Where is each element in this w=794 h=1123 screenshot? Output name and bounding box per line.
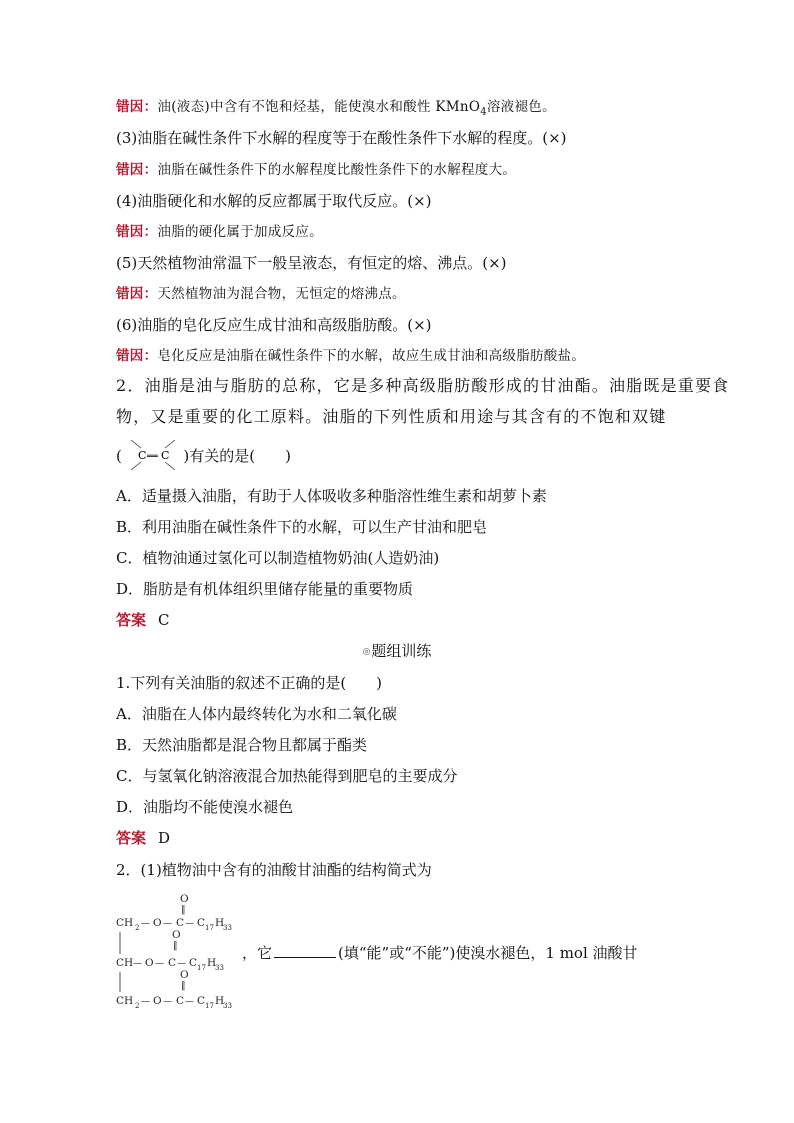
bond-dash: — — [163, 997, 172, 1007]
chain-hydrogen-1: H — [215, 917, 225, 929]
error-line-3 — [116, 160, 516, 180]
t1-answer — [116, 828, 170, 848]
ch2-subscript-2: 2 — [135, 1002, 140, 1010]
carbonyl-carbon-2: C — [168, 957, 177, 969]
chain-carbon-2: C — [189, 957, 198, 969]
question-2-line-1: 2．油脂是油与脂肪的总称，它是多种高级脂肪酸形成的甘油酯。油脂既是重要食 — [116, 376, 730, 395]
error-line-1 — [116, 97, 556, 123]
t2-fill-line — [242, 943, 638, 963]
t1-option-d: D．油脂均不能使溴水褪色 — [116, 798, 294, 816]
answer-label: 答案 — [116, 829, 147, 847]
bond-dash: — — [141, 997, 150, 1007]
chain-sub-17: 17 — [197, 964, 206, 972]
t1-answer-value: D — [158, 829, 171, 847]
t1-option-b: B．天然油脂都是混合物且都属于酯类 — [116, 736, 368, 754]
question-2-line-3-rest: )有关的是( ) — [183, 447, 291, 465]
double-bond-3: ‖ — [181, 981, 186, 991]
triolein-structure — [114, 888, 254, 1013]
chain-hydrogen-2: H — [207, 957, 217, 969]
error-text-4: 油脂的硬化属于加成反应。 — [157, 224, 324, 240]
carbonyl-carbon-3: C — [176, 995, 185, 1007]
error-label: 错因： — [116, 224, 158, 240]
error-text-1-end: 溶液褪色。 — [486, 99, 556, 115]
bond-dash: — — [163, 919, 172, 929]
bond-dash: — — [133, 959, 142, 969]
carbonyl-oxygen-3: O — [180, 969, 189, 981]
error-line-5 — [116, 284, 406, 304]
ester-oxygen-1: O — [153, 917, 162, 929]
error-label: 错因： — [116, 348, 158, 364]
ch2-group-2: CH — [116, 995, 134, 1007]
statement-6: (6)油脂的皂化反应生成甘油和高级脂肪酸。(×) — [116, 316, 432, 334]
chain-carbon-3: C — [197, 995, 206, 1007]
error-line-4 — [116, 222, 323, 242]
chain-sub-33: 33 — [223, 1002, 232, 1010]
error-label: 错因： — [116, 99, 158, 115]
double-bond-2: ‖ — [173, 941, 178, 951]
section-mark-icon: ◎ — [362, 647, 371, 657]
bond-dash: — — [141, 919, 150, 929]
chain-sub-17: 17 — [205, 1002, 214, 1010]
error-text-5: 天然植物油为混合物，无恒定的熔沸点。 — [157, 286, 406, 302]
statement-3: (3)油脂在碱性条件下水解的程度等于在酸性条件下水解的程度。(×) — [116, 129, 567, 147]
t1-option-a: A．油脂在人体内最终转化为水和二氧化碳 — [116, 705, 397, 723]
subscript: 4 — [480, 106, 487, 118]
chain-sub-17: 17 — [205, 924, 214, 932]
error-label: 错因： — [116, 286, 158, 302]
error-text-6: 皂化反应是油脂在碱性条件下的水解，故应生成甘油和高级脂肪酸盐。 — [157, 348, 586, 364]
ch2-subscript-1: 2 — [135, 924, 140, 932]
carbonyl-oxygen-2: O — [172, 929, 181, 941]
ch2-group-1: CH — [116, 917, 134, 929]
t2-fill-hint: (填“能”或“不能”)使溴水褪色，1 mol 油酸甘 — [338, 944, 638, 962]
bond-dash: — — [177, 959, 186, 969]
q2-option-c: C．植物油通过氢化可以制造植物奶油(人造奶油) — [116, 549, 440, 567]
t2-stem: 2．(1)植物油中含有的油酸甘油酯的结构简式为 — [116, 861, 432, 879]
chain-hydrogen-3: H — [215, 995, 225, 1007]
ester-oxygen-3: O — [153, 995, 162, 1007]
q2-option-b: B．利用油脂在碱性条件下的水解，可以生产甘油和肥皂 — [116, 518, 488, 536]
bond-dash: — — [185, 997, 194, 1007]
chain-sub-33: 33 — [223, 924, 232, 932]
bond-carbon-2: C — [160, 449, 170, 462]
ch-group: CH — [116, 957, 134, 969]
q2-option-d: D．脂肪是有机体组织里储存能量的重要物质 — [116, 580, 414, 598]
carbonyl-oxygen-1: O — [180, 893, 189, 905]
paren-open: ( — [116, 447, 122, 465]
error-text-3: 油脂在碱性条件下的水解程度比酸性条件下的水解程度大。 — [157, 162, 517, 178]
carbonyl-carbon-1: C — [176, 917, 185, 929]
double-bond-structure — [127, 438, 179, 472]
t2-after-structure: ，它 — [242, 944, 273, 962]
answer-label: 答案 — [116, 611, 147, 629]
question-2-line-3 — [116, 446, 291, 466]
question-2-line-2: 物，又是重要的化工原料。油脂的下列性质和用途与其含有的不饱和双键 — [116, 407, 667, 426]
bond-double: ══ — [146, 452, 158, 462]
bond-dash: — — [155, 959, 164, 969]
t1-stem: 1.下列有关油脂的叙述不正确的是( ) — [116, 674, 383, 692]
ester-oxygen-2: O — [145, 957, 154, 969]
answer-blank[interactable] — [274, 943, 336, 958]
statement-5: (5)天然植物油常温下一般呈液态，有恒定的熔、沸点。(×) — [116, 254, 507, 272]
error-line-6 — [116, 346, 585, 366]
double-bond-1: ‖ — [181, 905, 186, 915]
section-title: 题组训练 — [371, 642, 432, 660]
error-text-1: 油(液态)中含有不饱和烃基，能使溴水和酸性 KMnO — [157, 99, 481, 115]
chain-sub-33: 33 — [215, 964, 224, 972]
statement-4: (4)油脂硬化和水解的反应都属于取代反应。(×) — [116, 192, 432, 210]
q2-answer-value: C — [158, 611, 170, 629]
error-label: 错因： — [116, 162, 158, 178]
q2-option-a: A．适量摄入油脂，有助于人体吸收多种脂溶性维生素和胡萝卜素 — [116, 487, 547, 505]
t1-option-c: C．与氢氧化钠溶液混合加热能得到肥皂的主要成分 — [116, 767, 458, 785]
bond-carbon-1: C — [137, 449, 147, 462]
chain-carbon-1: C — [197, 917, 206, 929]
section-heading — [0, 641, 794, 662]
q2-answer — [116, 610, 170, 630]
bond-dash: — — [185, 919, 194, 929]
